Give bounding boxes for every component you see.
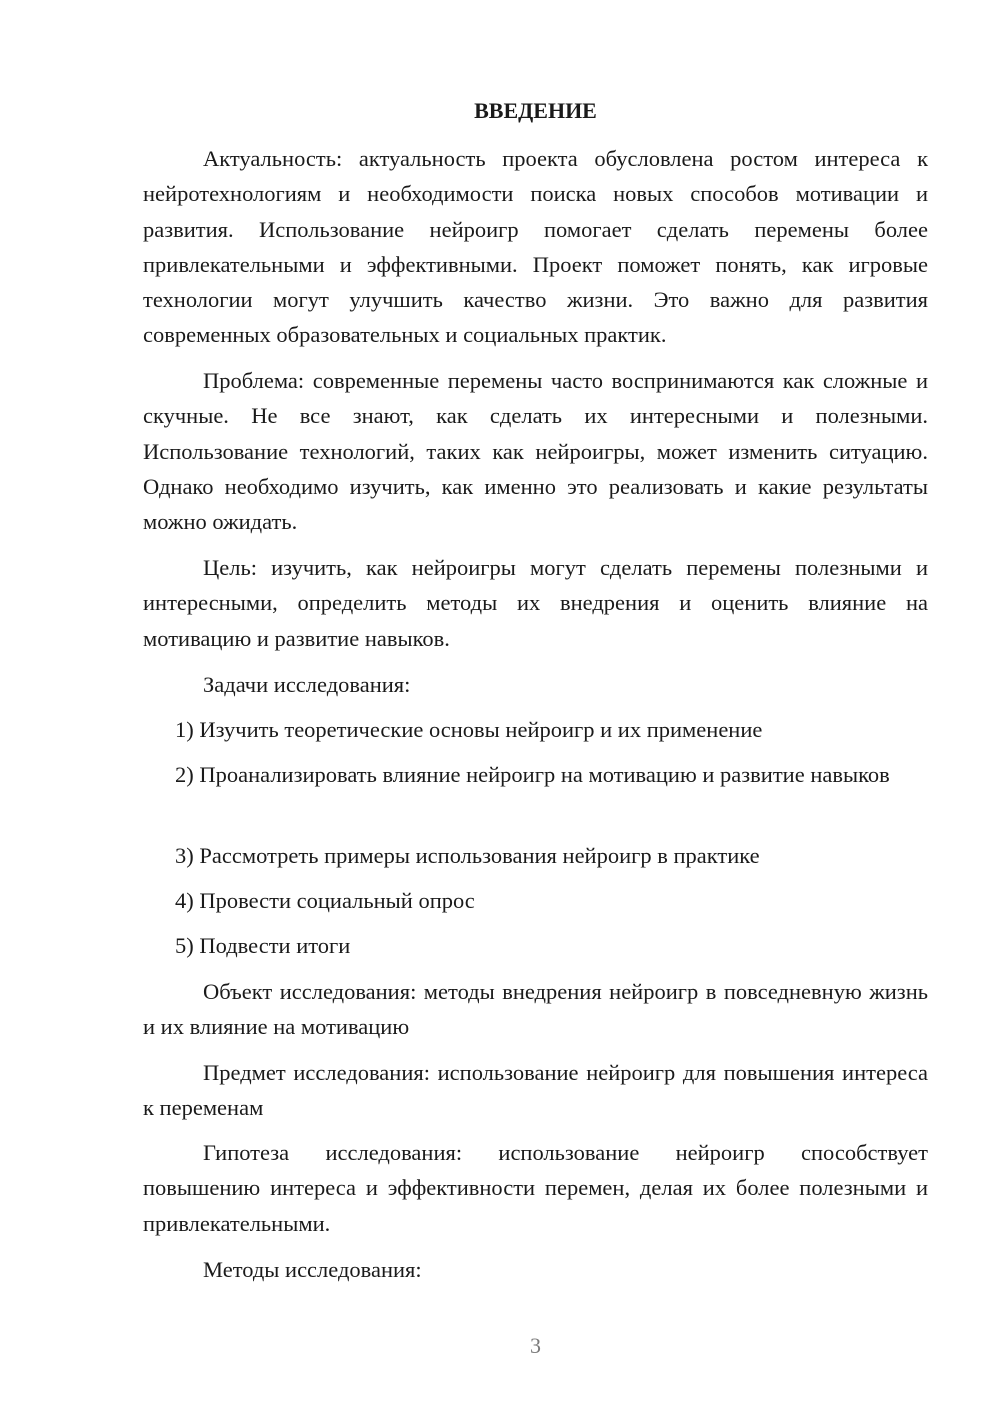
tasks-heading: Задачи исследования: xyxy=(203,672,411,697)
page-number: 3 xyxy=(530,1333,541,1358)
problem-paragraph: Проблема: современные перемены часто воспринимаются как сложные и скучные. Не все знают, как сделать их интересными и полезными. Использование технологий, таких как нейроигры, может изменить ситуацию. Однако необходимо изучить, как именно это реализовать и какие результаты можно ожидать. xyxy=(143,368,928,535)
methods-heading: Методы исследования: xyxy=(203,1257,422,1282)
goal-paragraph: Цель: изучить, как нейроигры могут сделать перемены полезными и интересными, определить методы их внедрения и оценить влияние на мотивацию и развитие навыков. xyxy=(143,555,928,651)
task-item-5: 5) Подвести итоги xyxy=(175,933,351,958)
object-paragraph: Объект исследования: методы внедрения нейроигр в повседневную жизнь и их влияние на мотивацию xyxy=(143,979,928,1040)
relevance-paragraph: Актуальность: актуальность проекта обусловлена ростом интереса к нейротехнологиям и необходимости поиска новых способов мотивации и развития. Использование нейроигр помогает сделать перемены более привлекательными и эффективными. Проект поможет понять, как игровые технологии могут улучшить качество жизни. Это важно для развития современных образовательных и социальных практик. xyxy=(143,146,928,348)
task-item-1: 1) Изучить теоретические основы нейроигр и их применение xyxy=(175,717,763,742)
task-item-3: 3) Рассмотреть примеры использования нейроигр в практике xyxy=(175,843,760,868)
task-item-2: 2) Проанализировать влияние нейроигр на мотивацию и развитие навыков xyxy=(175,762,890,787)
document-page xyxy=(143,0,928,1414)
page-title: ВВЕДЕНИЕ xyxy=(474,98,597,123)
task-item-4: 4) Провести социальный опрос xyxy=(175,888,475,913)
hypothesis-paragraph: Гипотеза исследования: использование нейроигр способствует повышению интереса и эффективности перемен, делая их более полезными и привлекательными. xyxy=(143,1140,928,1236)
subject-paragraph: Предмет исследования: использование нейроигр для повышения интереса к переменам xyxy=(143,1060,928,1121)
